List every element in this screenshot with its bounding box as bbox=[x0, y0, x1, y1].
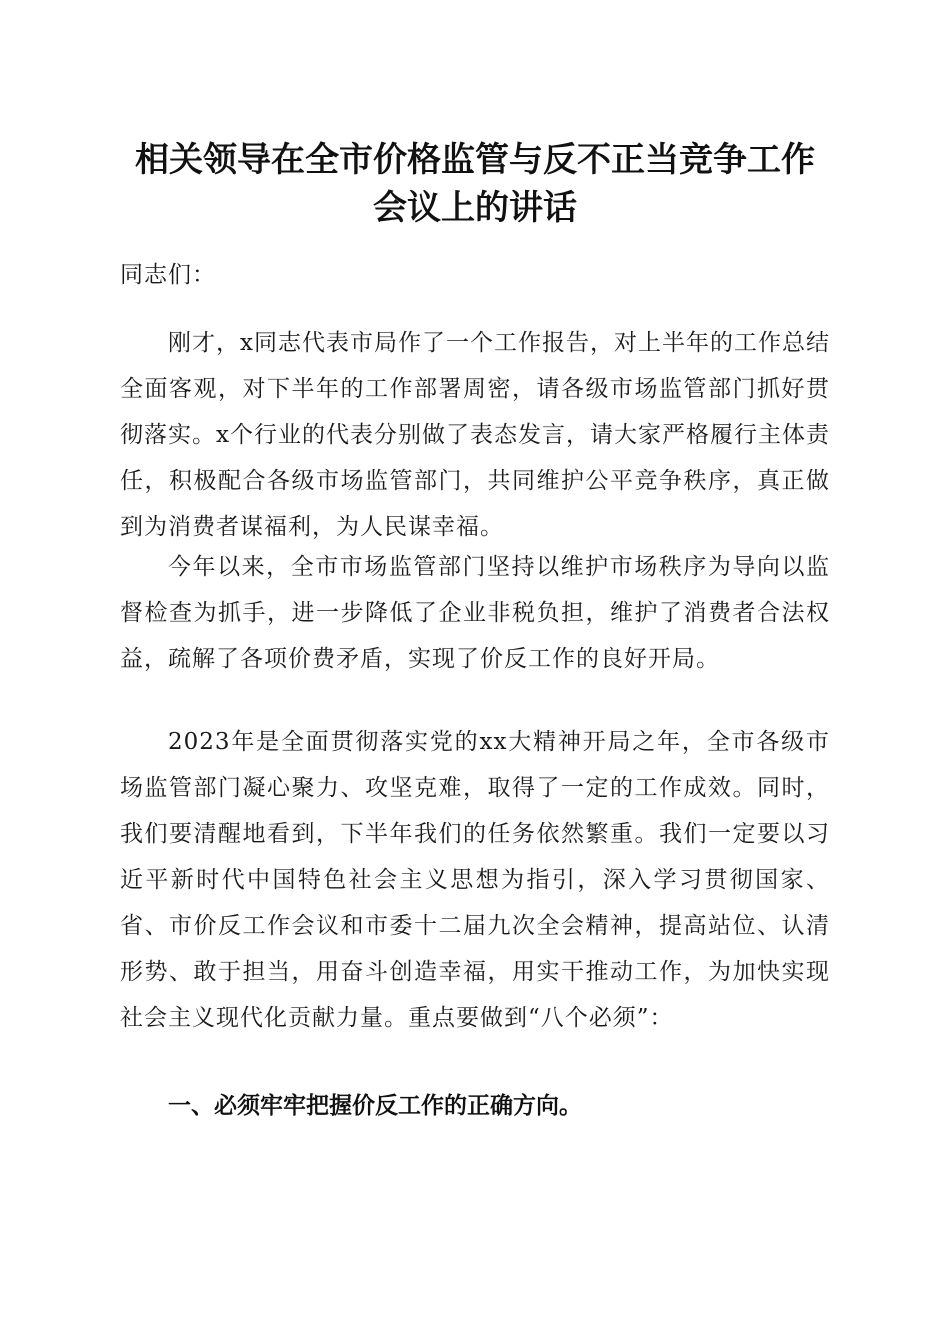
paragraph-2-text: 今年以来，全市市场监管部门坚持以维护市场秩序为导向以监督检查为抓手，进一步降低了企业非税负担，维护了消费者合法权益，疏解了各项价费矛盾，实现了价反工作的良好开局。 bbox=[120, 554, 830, 672]
document-title-line-2: 会议上的讲话 bbox=[373, 188, 577, 228]
paragraph-3 bbox=[120, 719, 830, 1041]
paragraph-2 bbox=[120, 544, 830, 682]
salutation bbox=[120, 252, 830, 298]
section-heading-1: 一、必须牢牢把握价反工作的正确方向。 bbox=[168, 1093, 582, 1119]
paragraph-1-text: 刚才，x同志代表市局作了一个工作报告，对上半年的工作总结全面客观，对下半年的工作部署周密，请各级市场监管部门抓好贯彻落实。x个行业的代表分别做了表态发言，请大家严格履行主体责任，积极配合各级市场监管部门，共同维护公平竞争秩序，真正做到为消费者谋福利，为人民谋幸福。 bbox=[120, 330, 830, 540]
paragraph-1 bbox=[120, 320, 830, 550]
paragraph-3-text: 2023年是全面贯彻落实党的xx大精神开局之年，全市各级市场监管部门凝心聚力、攻坚克难，取得了一定的工作成效。同时，我们要清醒地看到，下半年我们的任务依然繁重。我们一定要以习近平新时代中国特色社会主义思想为指引，深入学习贯彻国家、省、市价反工作会议和市委十二届九次全会精神，提高站位、认清形势、敢于担当，用奋斗创造幸福，用实干推动工作，为加快实现社会主义现代化贡献力量。重点要做到“八个必须”： bbox=[120, 729, 830, 1031]
document-title-line-1: 相关领导在全市价格监管与反不正当竞争工作 bbox=[135, 140, 815, 180]
salutation-text: 同志们： bbox=[120, 262, 216, 288]
